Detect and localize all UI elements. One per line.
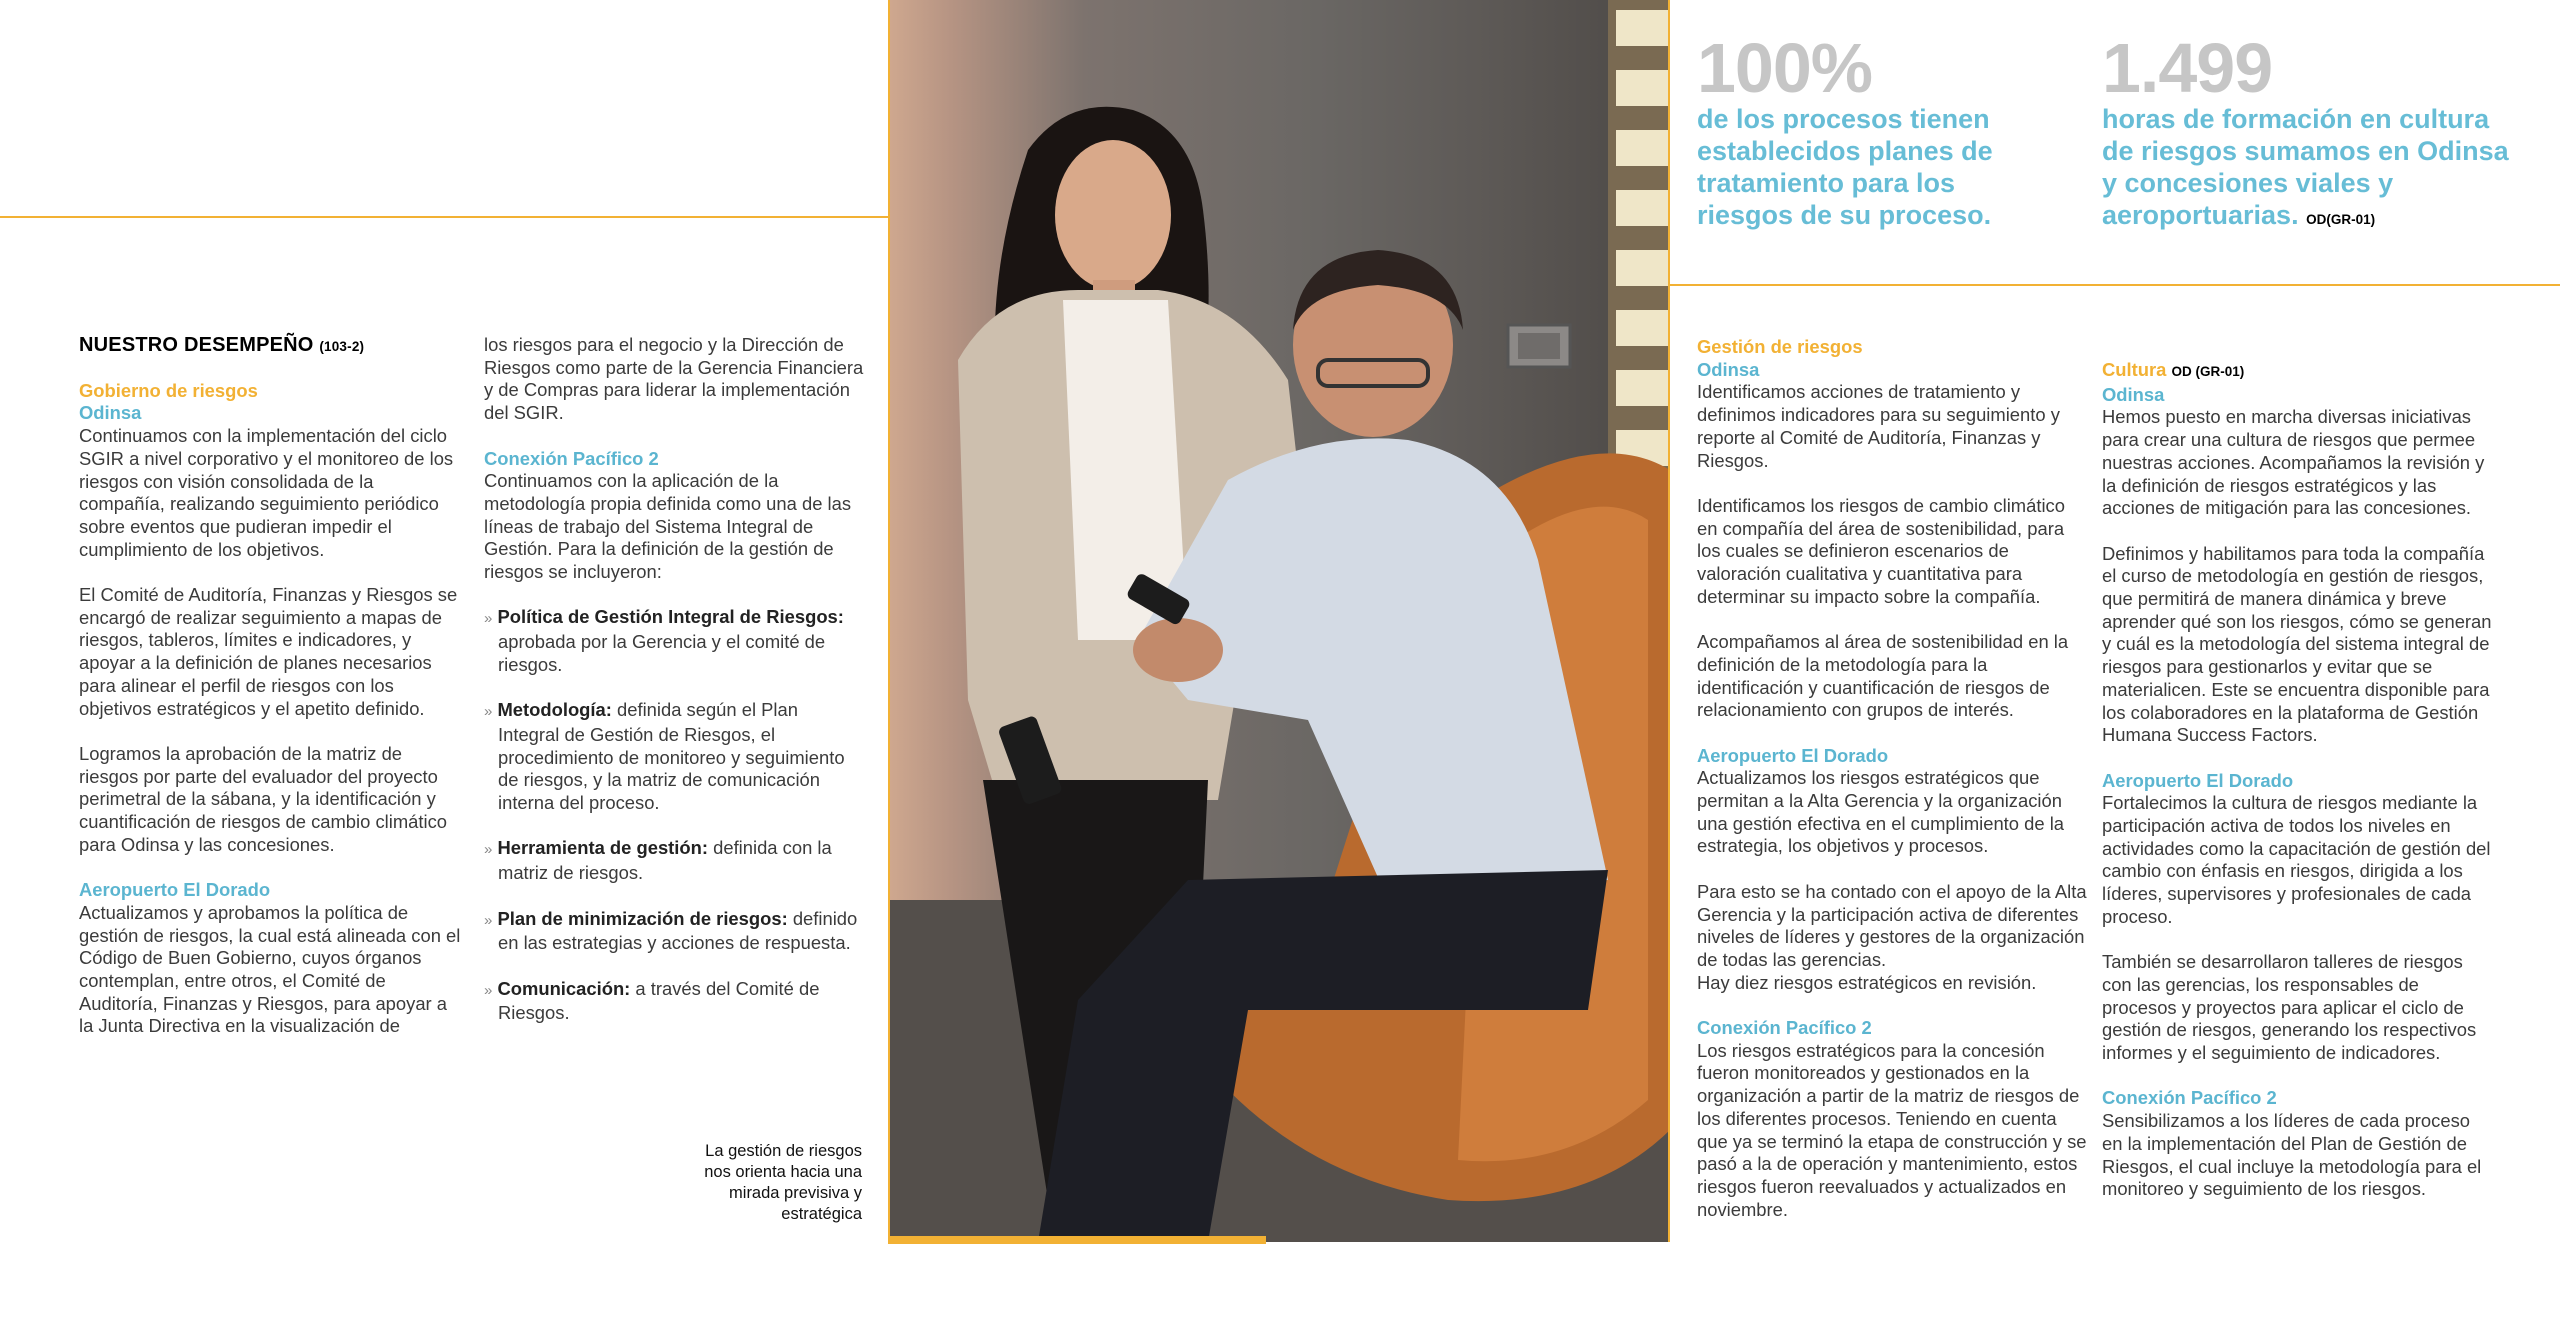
right1-paragraph-6: Los riesgos estratégicos para la concesión fueron monitoreados y gestionados en la organización a partir de la matriz de riesgos de los diferentes procesos. Teniendo en cuenta que ya se terminó la etapa de construcción y se pasó a la de operación y mantenimiento, estos riesgos fueron reevaluados y actualizados en noviembre. (1697, 1039, 2087, 1220)
photo-illustration (888, 0, 1670, 1242)
stat-processes (1697, 29, 2027, 231)
right2-paragraph-4: También se desarrollaron talleres de riesgos con las gerencias, los responsables de procesos y proyectos para aplicar el ciclo de gestión de riesgos, generando los respectivos informes y el seguimiento de indicadores. (2102, 951, 2477, 1064)
bullet-term: Metodología: (497, 699, 612, 721)
left-paragraph-2: El Comité de Auditoría, Finanzas y Riesgos se encargó de realizar seguimiento a mapas de riesgos, tableros, límites e indicadores, y apoyar a la definición de planes necesarios para alinear el perfil de riesgos con los objetivos estratégicos y el apetito definido. (79, 584, 458, 719)
bullet-item (484, 837, 864, 884)
left-paragraph-4: Actualizamos y aprobamos la política de gestión de riesgos, la cual está alineada con el Código de Buen Gobierno, cuyos órganos contemplan, entre otros, el Comité de Auditoría, Finanzas y Riesgos, para apoyar a la Junta Directiva en la visualización de (79, 901, 461, 1037)
right1-paragraph-3: Acompañamos al área de sostenibilidad en la definición de la metodología para la identificación y cuantificación de riesgos de relacionamiento con grupos de interés. (1697, 631, 2069, 721)
section-heading-code: (103-2) (319, 339, 365, 354)
right-column-2 (2102, 359, 2492, 1224)
bullet-term: Política de Gestión Integral de Riesgos: (497, 606, 844, 628)
bullet-arrow-icon: » (484, 610, 493, 628)
conexion-title: Conexión Pacífico 2 (2102, 1087, 2277, 1109)
cultura-title (2102, 359, 2492, 384)
bullet-arrow-icon: » (484, 841, 493, 859)
cultura-title-code: OD (GR-01) (2171, 364, 2245, 379)
left-paragraph-3: Logramos la aprobación de la matriz de riesgos por parte del evaluador del proyecto perimetral de la sábana, y la identificación y cuantificación de riesgos de cambio climático para Odinsa y las concesiones. (79, 742, 447, 855)
bullet-arrow-icon: » (484, 911, 493, 929)
right1-paragraph-2: Identificamos los riesgos de cambio climático en compañía del área de sostenibilidad, para los cuales se definieron escenarios de valoración cualitativa y cuantitativa para determinar su impacto sobre la compañía. (1697, 494, 2065, 607)
two-colleagues-photo (888, 0, 1670, 1242)
right2-paragraph-5: Sensibilizamos a los líderes de cada proceso en la implementación del Plan de Gestión de Riesgos, el cual incluye la metodología para el monitoreo y seguimiento de los riesgos. (2102, 1110, 2482, 1200)
bullet-item (484, 978, 864, 1025)
gobierno-title: Gobierno de riesgos (79, 379, 258, 401)
stat-description: de los procesos tienen establecidos planes de tratamiento para los riesgos de su proceso. (1697, 104, 1993, 230)
bullet-term: Herramienta de gestión: (497, 837, 708, 859)
section-heading-text: NUESTRO DESEMPEÑO (79, 334, 314, 356)
gestion-title: Gestión de riesgos (1697, 336, 1863, 357)
odinsa-label: Odinsa (79, 402, 142, 424)
bullet-item (484, 699, 864, 815)
right1-paragraph-5b: Hay diez riesgos estratégicos en revisión. (1697, 971, 2037, 993)
right2-paragraph-3: Fortalecimos la cultura de riesgos mediante la participación activa de todos los niveles en actividades como la capacitación de gestión del cambio con énfasis en riesgos, dirigida a los líderes, supervisores y profesionales de cada proceso. (2102, 792, 2491, 927)
photo-caption: La gestión de riesgos nos orienta hacia una mirada previsiva y estratégica (704, 1142, 862, 1223)
bullet-text: definida según el Plan Integral de Gestión de Riesgos, el procedimiento de monitoreo y seguimiento de riesgos, y la matriz de comunicación interna del proceso. (498, 699, 845, 814)
stat-description (2102, 103, 2522, 236)
section-heading (79, 334, 464, 359)
stat-training-hours (2102, 29, 2522, 236)
stat-number: 100% (1697, 29, 1873, 107)
odinsa-label: Odinsa (2102, 383, 2165, 405)
bullet-text: definido en las estrategias y acciones de respuesta. (498, 907, 858, 954)
bullet-text: definida con la matriz de riesgos. (498, 837, 832, 884)
conexion-title: Conexión Pacífico 2 (484, 447, 659, 469)
right1-paragraph-1: Identificamos acciones de tratamiento y definimos indicadores para su seguimiento y reporte al Comité de Auditoría, Finanzas y Riesgos. (1697, 381, 2060, 471)
left-top-rule (0, 216, 888, 218)
bullet-term: Comunicación: (497, 977, 631, 999)
eldorado-title: Aeropuerto El Dorado (2102, 769, 2294, 791)
bullet-text: aprobada por la Gerencia y el comité de riesgos. (498, 631, 826, 675)
left-paragraph-1: Continuamos con la implementación del ciclo SGIR a nivel corporativo y el monitoreo de los riesgos con visión consolidada de la compañía, realizando seguimiento periódico sobre eventos que pudieran impedir el cumplimiento de los objetivos. (79, 425, 454, 560)
middle-paragraph-1: los riesgos para el negocio y la Dirección de Riesgos como parte de la Gerencia Financiera y de Compras para liderar la implementación del SGIR. (484, 334, 864, 424)
stat-description-text: horas de formación en cultura de riesgos sumamos en Odinsa y concesiones viales y aeroportuarias. (2102, 104, 2509, 230)
bullet-arrow-icon: » (484, 981, 493, 999)
conexion-title: Conexión Pacífico 2 (1697, 1017, 1872, 1039)
bullet-term: Plan de minimización de riesgos: (497, 907, 788, 929)
eldorado-title: Aeropuerto El Dorado (79, 879, 271, 901)
middle-paragraph-2: Continuamos con la aplicación de la metodología propia definida como una de las líneas de trabajo del Sistema Integral de Gestión. Para la definición de la gestión de riesgos se incluyeron: (484, 470, 852, 583)
right-top-rule (1670, 284, 2560, 286)
right-column-1 (1697, 336, 2087, 1244)
stat-tag: OD(GR-01) (2306, 212, 2376, 227)
right2-paragraph-2: Definimos y habilitamos para toda la compañía el curso de metodología en gestión de riesgos, que permitirá de manera dinámica y breve aprender qué son los riesgos, cómo se generan y cuál es la metodología del sistema integral de riesgos para gestionarlos y evitar que se materialicen. Este se encuentra disponible para los colaboradores en la plataforma de Gestión Humana Success Factors. (2102, 542, 2492, 746)
bullet-item (484, 606, 864, 676)
photo-accent-bar (888, 1236, 1266, 1244)
middle-column (484, 334, 864, 1048)
stat-number: 1.499 (2102, 29, 2273, 107)
bullet-item (484, 908, 864, 955)
right1-paragraph-5: Para esto se ha contado con el apoyo de la Alta Gerencia y la participación activa de diferentes niveles de líderes y gestores de la organización de todas las gerencias. (1697, 880, 2087, 970)
left-column (79, 334, 464, 1061)
right1-paragraph-4: Actualizamos los riesgos estratégicos que permitan a la Alta Gerencia y la organización una gestión efectiva en el cumplimiento de la estrategia, los objetivos y procesos. (1697, 767, 2065, 857)
bullet-text: a través del Comité de Riesgos. (498, 977, 820, 1024)
cultura-title-text: Cultura (2102, 359, 2167, 380)
bullet-arrow-icon: » (484, 703, 493, 721)
eldorado-title: Aeropuerto El Dorado (1697, 744, 1889, 766)
right2-paragraph-1: Hemos puesto en marcha diversas iniciativas para crear una cultura de riesgos que permee nuestras acciones. Acompañamos la revisión y la definición de riesgos estratégicos y las acciones de mitigación para las concesiones. (2102, 406, 2485, 519)
odinsa-label: Odinsa (1697, 358, 1760, 380)
